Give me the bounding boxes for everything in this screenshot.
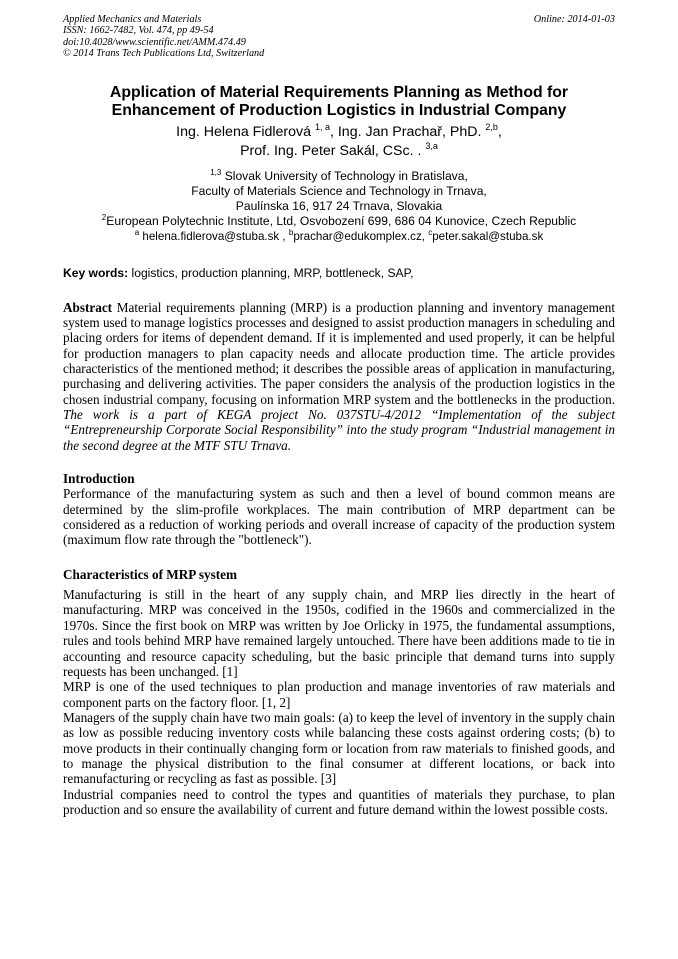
section-introduction bbox=[63, 471, 615, 548]
introduction-heading: Introduction bbox=[63, 471, 135, 487]
author-line-2 bbox=[63, 142, 615, 161]
email-line bbox=[63, 229, 615, 244]
email-b-sup: b bbox=[288, 228, 294, 238]
affiliation-1-text: Slovak University of Technology in Bratislava, bbox=[221, 168, 468, 183]
email-b[interactable]: prachar@edukomplex.cz, bbox=[293, 230, 425, 244]
keywords-label: Key words: bbox=[63, 265, 129, 280]
keywords-text: logistics, production planning, MRP, bottleneck, SAP, bbox=[128, 265, 414, 280]
paragraph: Industrial companies need to control the types and quantities of materials they purchase, to plan production and so ensure the availability of current and future demand within the lowest possible costs. bbox=[63, 786, 615, 817]
email-c-sup: c bbox=[428, 228, 433, 238]
author-1: Ing. Helena Fidlerová bbox=[176, 123, 312, 140]
abstract-label: Abstract bbox=[63, 299, 113, 315]
author-3: Prof. Ing. Peter Sakál, CSc. . bbox=[240, 142, 422, 159]
affiliation-1-line-2: Faculty of Materials Science and Technology in Trnava, bbox=[191, 183, 487, 198]
author-1-sup: 1, a bbox=[314, 121, 330, 132]
online-date: Online: 2014-01-03 bbox=[533, 14, 615, 25]
affiliations bbox=[63, 169, 615, 245]
characteristics-heading: Characteristics of MRP system bbox=[63, 566, 237, 582]
email-a-sup: a bbox=[134, 228, 140, 238]
journal-header bbox=[63, 14, 615, 60]
affiliation-1-line-3: Paulínska 16, 917 24 Trnava, Slovakia bbox=[235, 199, 443, 214]
issn: ISSN: 1662-7482, Vol. 474, pp 49-54 bbox=[63, 25, 214, 37]
journal-name: Applied Mechanics and Materials bbox=[63, 14, 202, 25]
affiliation-2 bbox=[63, 214, 615, 229]
author-2-tail: , bbox=[497, 123, 502, 140]
abstract-text: Material requirements planning (MRP) is a production planning and inventory management system used to manage logistics processes and designed to assist production managers in scheduling and placing orders for items of dependent demand. If it is implemented and used properly, it can be helpful for production managers to plan capacity needs and allocate production time. The article provides characteristics of the mentioned method; it describes the possible areas of application in manufacturing, purchasing and delivering activities. The paper considers the analysis of the production logistics in the chosen industrial company, focusing on information MRP system and the bottlenecks in the production. bbox=[63, 299, 615, 407]
paragraph: Manufacturing is still in the heart of any supply chain, and MRP lies directly in the heart of manufacturing. MRP was conceived in the 1950s, codified in the 1960s and commercialized in the 1970s. Since the first book on MRP was written by Joe Orlicky in 1975, the fundamental assumptions, rules and tools behind MRP have remained largely untouched. There have been additions made to tie in accounting and resource capacity scheduling, but the basic principle that demand turns into supply requests has been unchanged. [1] bbox=[63, 587, 615, 679]
email-a[interactable]: helena.fidlerova@stuba.sk , bbox=[139, 230, 286, 244]
paragraph: MRP is one of the used techniques to plan production and manage inventories of raw materials and component parts on the factory floor. [1, 2] bbox=[63, 679, 615, 710]
author-3-sup: 3,a bbox=[425, 140, 438, 151]
affiliation-1-sup: 1,3 bbox=[210, 167, 222, 177]
abstract bbox=[63, 300, 615, 453]
author-list bbox=[63, 123, 615, 161]
copyright: © 2014 Trans Tech Publications Ltd, Switzerland bbox=[63, 48, 265, 60]
introduction-paragraph: Performance of the manufacturing system as such and then a level of bound common means are determined by the slim-profile workplaces. The main contribution of MRP department can be considered as a reduction of working periods and overall increase of capacity of the production system (maximum flow rate through the "bottleneck"). bbox=[63, 486, 615, 548]
paper-page bbox=[63, 14, 615, 817]
author-2-sup: 2,b bbox=[485, 121, 498, 132]
doi: doi:10.4028/www.scientific.net/AMM.474.49 bbox=[63, 36, 246, 48]
affiliation-1-line-1 bbox=[63, 169, 615, 184]
affiliation-2-sup: 2 bbox=[101, 213, 107, 223]
keywords bbox=[63, 266, 615, 280]
author-2: , Ing. Jan Prachař, PhD. bbox=[329, 123, 482, 140]
email-c[interactable]: peter.sakal@stuba.sk bbox=[432, 230, 544, 244]
affiliation-2-text: European Polytechnic Institute, Ltd, Osvobození 699, 686 04 Kunovice, Czech Republic bbox=[106, 214, 577, 229]
section-characteristics bbox=[63, 567, 615, 818]
title-line-1: Application of Material Requirements Planning as Method for bbox=[109, 83, 569, 101]
paragraph: Managers of the supply chain have two main goals: (a) to keep the level of inventory in the supply chain as low as possible reducing inventory costs while balancing these costs against ordering costs; (b) to move products in their continually changing form or location from raw materials to finished goods, and to manage the physical distribution to the final consumer at different locations, or back into remanufacturing or recycling as fast as possible. [3] bbox=[63, 709, 615, 787]
abstract-funding-note: The work is a part of KEGA project No. 037STU-4/2012 “Implementation of the subject “Entrepreneurship Corporate Social Responsibility” into the study program “Industrial management in the second degree at the MTF STU Trnava. bbox=[63, 407, 615, 453]
author-line-1 bbox=[63, 123, 615, 142]
title-line-2: Enhancement of Production Logistics in Industrial Company bbox=[111, 101, 567, 119]
paper-title bbox=[63, 84, 615, 120]
